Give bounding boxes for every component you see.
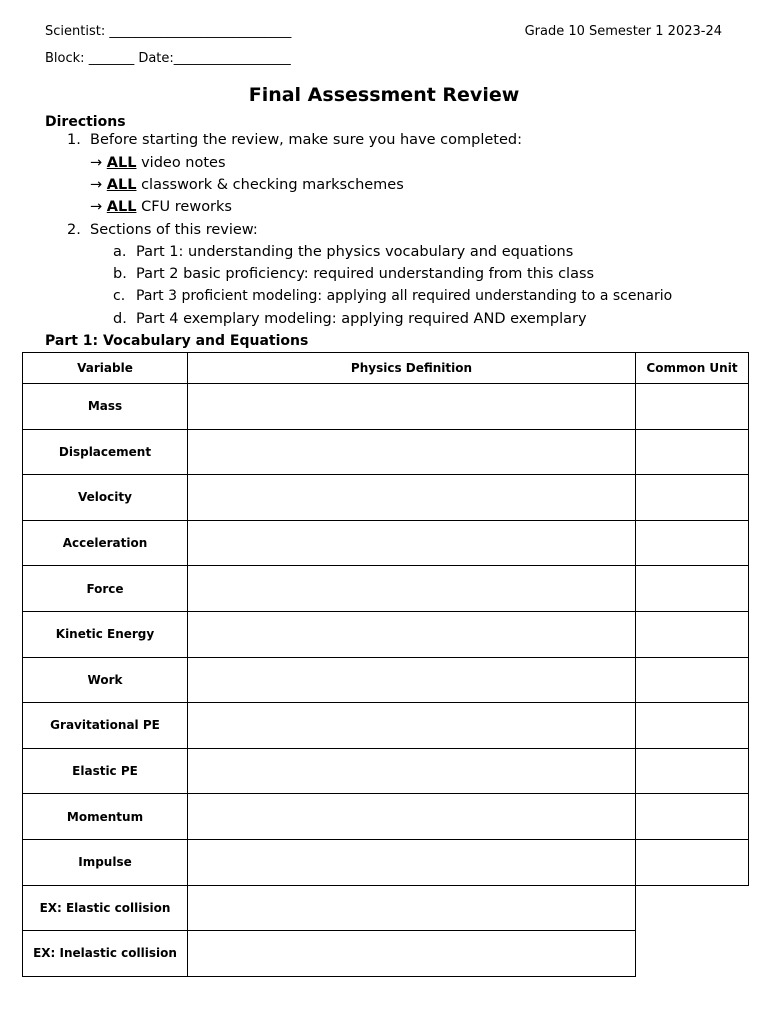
table-row <box>23 931 749 977</box>
definition-cell[interactable] <box>188 429 636 475</box>
section-item-a <box>113 244 573 260</box>
unit-cell[interactable] <box>636 429 749 475</box>
table-row <box>23 384 749 430</box>
unit-cell[interactable] <box>636 566 749 612</box>
section-item-b <box>113 266 594 282</box>
column-header-definition: Physics Definition <box>188 353 636 384</box>
date-blank: __________________ <box>173 51 291 66</box>
variable-cell: Work <box>23 657 188 703</box>
arrow-item-classwork <box>90 177 404 193</box>
table-row <box>23 429 749 475</box>
scientist-blank: ____________________________ <box>109 24 292 39</box>
empty-cell <box>636 885 749 931</box>
definition-cell[interactable] <box>188 566 636 612</box>
unit-cell[interactable] <box>636 794 749 840</box>
emphasis-all: ALL <box>106 177 137 193</box>
variable-cell: Force <box>23 566 188 612</box>
sub-letter: a. <box>113 244 127 260</box>
block-date-field <box>45 51 291 66</box>
variable-cell: Elastic PE <box>23 748 188 794</box>
definition-cell[interactable] <box>188 885 636 931</box>
variable-cell: EX: Inelastic collision <box>23 931 188 977</box>
variable-cell: Gravitational PE <box>23 703 188 749</box>
variable-cell: Impulse <box>23 839 188 885</box>
empty-cell <box>636 931 749 977</box>
variable-cell: Mass <box>23 384 188 430</box>
table-row <box>23 520 749 566</box>
arrow-icon: → <box>90 177 103 193</box>
unit-cell[interactable] <box>636 839 749 885</box>
table-row <box>23 748 749 794</box>
table-header-row <box>23 353 749 384</box>
unit-cell[interactable] <box>636 520 749 566</box>
unit-cell[interactable] <box>636 384 749 430</box>
scientist-label: Scientist: <box>45 24 106 39</box>
unit-cell[interactable] <box>636 475 749 521</box>
scientist-field <box>45 24 291 39</box>
column-header-unit: Common Unit <box>636 353 749 384</box>
direction-item-2 <box>67 222 258 238</box>
page-title: Final Assessment Review <box>248 84 520 106</box>
column-header-variable: Variable <box>23 353 188 384</box>
variable-cell: EX: Elastic collision <box>23 885 188 931</box>
sub-text: Part 4 exemplary modeling: applying required AND exemplary <box>136 311 587 327</box>
emphasis-all: ALL <box>106 155 137 171</box>
variable-cell: Velocity <box>23 475 188 521</box>
table-row <box>23 475 749 521</box>
variable-cell: Momentum <box>23 794 188 840</box>
date-label: Date: <box>138 51 174 66</box>
definition-cell[interactable] <box>188 611 636 657</box>
block-blank: _______ <box>88 51 135 66</box>
section-item-d <box>113 311 587 327</box>
vocabulary-table <box>22 352 749 977</box>
table-row <box>23 657 749 703</box>
variable-cell: Acceleration <box>23 520 188 566</box>
arrow-item-cfu-reworks <box>90 199 232 215</box>
definition-cell[interactable] <box>188 794 636 840</box>
arrow-item-text: classwork & checking markschemes <box>136 177 404 193</box>
item-text: Sections of this review: <box>90 222 258 238</box>
definition-cell[interactable] <box>188 839 636 885</box>
table-row <box>23 703 749 749</box>
unit-cell[interactable] <box>636 748 749 794</box>
variable-cell: Displacement <box>23 429 188 475</box>
course-label: Grade 10 Semester 1 2023-24 <box>524 24 722 39</box>
arrow-icon: → <box>90 199 103 215</box>
definition-cell[interactable] <box>188 475 636 521</box>
definition-cell[interactable] <box>188 384 636 430</box>
unit-cell[interactable] <box>636 611 749 657</box>
definition-cell[interactable] <box>188 703 636 749</box>
table-row <box>23 794 749 840</box>
item-text: Before starting the review, make sure you have completed: <box>90 132 522 148</box>
block-label: Block: <box>45 51 85 66</box>
table-row <box>23 566 749 612</box>
item-number: 1. <box>67 132 81 148</box>
table-row <box>23 885 749 931</box>
part1-heading: Part 1: Vocabulary and Equations <box>45 333 309 349</box>
unit-cell[interactable] <box>636 703 749 749</box>
arrow-icon: → <box>90 155 103 171</box>
definition-cell[interactable] <box>188 657 636 703</box>
sub-letter: d. <box>113 311 127 327</box>
arrow-item-text: video notes <box>136 155 226 171</box>
sub-text: Part 3 proficient modeling: applying all required understanding to a scenario <box>136 288 673 304</box>
definition-cell[interactable] <box>188 520 636 566</box>
sub-text: Part 2 basic proficiency: required understanding from this class <box>136 266 595 282</box>
arrow-item-text: CFU reworks <box>136 199 232 215</box>
sub-text: Part 1: understanding the physics vocabulary and equations <box>136 244 574 260</box>
sub-letter: b. <box>113 266 127 282</box>
directions-heading: Directions <box>45 114 126 130</box>
direction-item-1 <box>67 132 522 148</box>
table-row <box>23 611 749 657</box>
section-item-c <box>113 288 672 304</box>
emphasis-all: ALL <box>106 199 137 215</box>
unit-cell[interactable] <box>636 657 749 703</box>
table-row <box>23 839 749 885</box>
item-number: 2. <box>67 222 81 238</box>
definition-cell[interactable] <box>188 748 636 794</box>
arrow-item-video-notes <box>90 155 226 171</box>
definition-cell[interactable] <box>188 931 636 977</box>
variable-cell: Kinetic Energy <box>23 611 188 657</box>
sub-letter: c. <box>113 288 126 304</box>
